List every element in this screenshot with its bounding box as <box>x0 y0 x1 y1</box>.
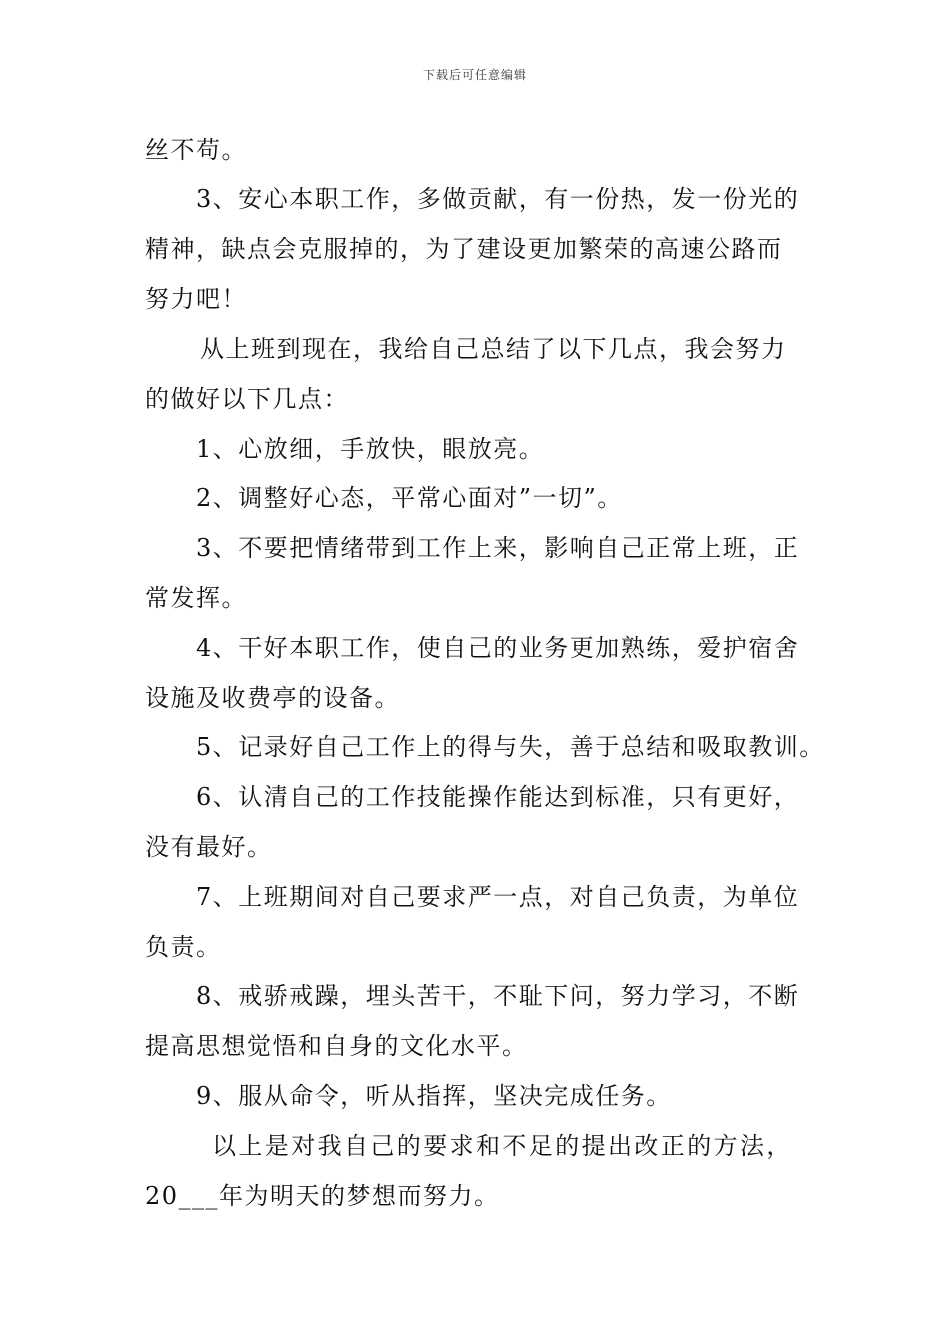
text-line: 2、调整好心态，平常心面对”一切”。 <box>196 484 623 512</box>
text-line: 的做好以下几点： <box>145 385 349 413</box>
text-line: 5、记录好自己工作上的得与失，善于总结和吸取教训。 <box>196 733 825 761</box>
text-line: 努力吧！ <box>145 285 247 313</box>
text-line: 丝不苟。 <box>145 136 247 164</box>
text-line: 3、不要把情绪带到工作上来，影响自己正常上班，正 <box>196 534 800 562</box>
text-line: 精神，缺点会克服掉的，为了建设更加繁荣的高速公路而 <box>145 235 783 263</box>
text-line: 4、干好本职工作，使自己的业务更加熟练，爱护宿舍 <box>196 634 800 662</box>
text-line: 6、认清自己的工作技能操作能达到标准，只有更好， <box>196 783 800 811</box>
text-line: 从上班到现在，我给自己总结了以下几点，我会努力 <box>200 335 787 363</box>
text-line: 7、上班期间对自己要求严一点，对自己负责，为单位 <box>196 883 800 911</box>
text-line: 常发挥。 <box>145 584 247 612</box>
text-line: 3、安心本职工作，多做贡献，有一份热，发一份光的 <box>196 185 800 213</box>
header-note: 下载后可任意编辑 <box>422 68 527 82</box>
text-line: 没有最好。 <box>145 833 273 861</box>
text-line: 设施及收费亭的设备。 <box>145 684 400 712</box>
text-line: 20___年为明天的梦想而努力。 <box>145 1182 500 1210</box>
text-line: 9、服从命令，听从指挥，坚决完成任务。 <box>196 1082 672 1110</box>
text-line: 负责。 <box>145 933 222 961</box>
text-line: 以上是对我自己的要求和不足的提出改正的方法， <box>212 1132 793 1160</box>
text-line: 提高思想觉悟和自身的文化水平。 <box>145 1032 528 1060</box>
text-line: 1、心放细，手放快，眼放亮。 <box>196 435 545 463</box>
text-line: 8、戒骄戒躁，埋头苦干，不耻下问，努力学习，不断 <box>196 982 800 1010</box>
